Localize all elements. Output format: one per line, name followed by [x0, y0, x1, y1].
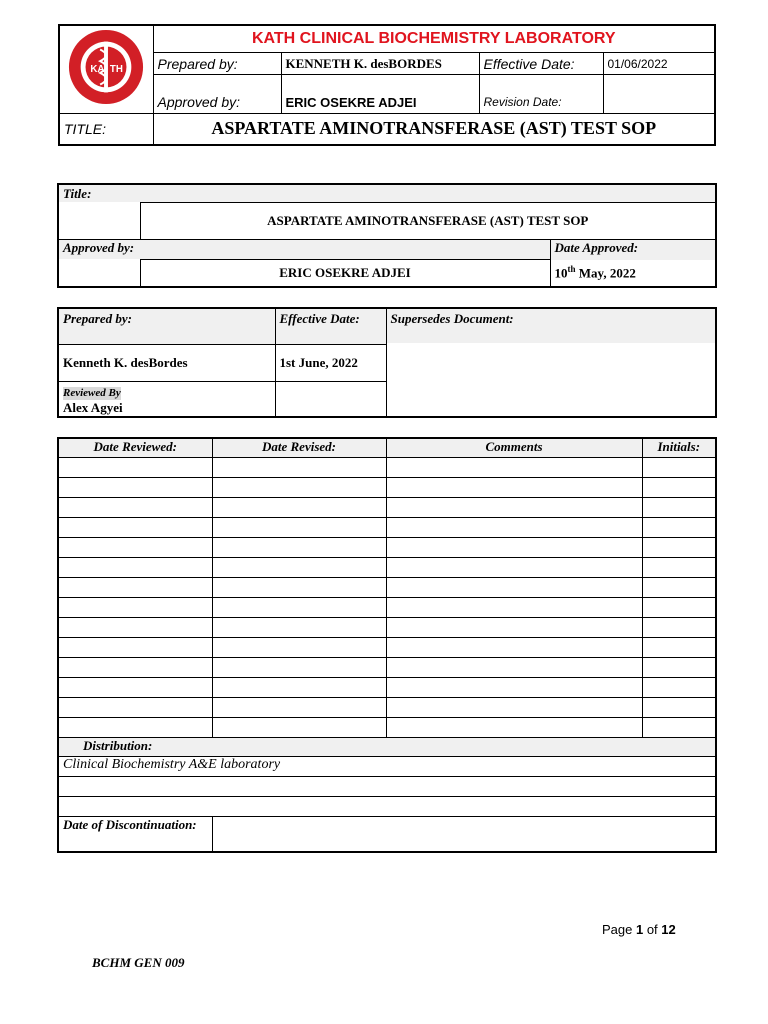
document-header [58, 24, 716, 146]
table-cell [212, 717, 386, 737]
discontinuation-label: Date of Discontinuation: [58, 816, 212, 852]
table-cell [642, 497, 716, 517]
table-cell [386, 617, 642, 637]
effective-date-label: Effective Date: [479, 52, 603, 74]
header-initials: Initials: [642, 438, 716, 457]
table-cell [642, 677, 716, 697]
table-cell [386, 597, 642, 617]
table-cell [642, 557, 716, 577]
title-approval-table [57, 183, 717, 288]
header-comments: Comments [386, 438, 642, 457]
table-cell [58, 617, 212, 637]
prepared-by-label: Prepared by: [153, 52, 281, 74]
preparation-table [57, 307, 717, 418]
table-cell [212, 637, 386, 657]
table-cell [58, 497, 212, 517]
table-row [58, 457, 716, 477]
effective-date-value: 01/06/2022 [603, 52, 715, 74]
table-cell [212, 677, 386, 697]
table-row [58, 597, 716, 617]
reviewed-by-cell [58, 381, 275, 417]
header-date-reviewed: Date Reviewed: [58, 438, 212, 457]
prep-effective-date-value: 1st June, 2022 [275, 344, 386, 381]
logo-cell [59, 25, 153, 113]
title-block-value: ASPARTATE AMINOTRANSFERASE (AST) TEST SOP [140, 203, 716, 240]
table-cell [58, 577, 212, 597]
table-cell [212, 517, 386, 537]
discontinuation-value [212, 816, 716, 852]
table-cell [58, 457, 212, 477]
revision-date-label: Revision Date: [479, 75, 603, 114]
table-cell [58, 637, 212, 657]
reviewed-by-label: Reviewed By [63, 386, 121, 399]
table-cell [386, 697, 642, 717]
table-cell [212, 537, 386, 557]
table-row [58, 537, 716, 557]
table-row [58, 517, 716, 537]
table-row [58, 557, 716, 577]
table-cell [58, 697, 212, 717]
table-row [58, 477, 716, 497]
table-cell [212, 497, 386, 517]
page-number: Page 1 of 12 [602, 922, 676, 937]
kath-logo [67, 28, 145, 106]
review-history-body [58, 457, 716, 737]
table-cell [642, 617, 716, 637]
table-cell [58, 657, 212, 677]
approved-by-label: Approved by: [153, 75, 281, 114]
logo-text-ka: KA [90, 63, 105, 75]
reviewed-by-value: Alex Agyei [63, 399, 123, 415]
table-cell [642, 637, 716, 657]
table-row [58, 717, 716, 737]
table-cell [58, 557, 212, 577]
table-cell [212, 657, 386, 677]
table-cell [212, 597, 386, 617]
approved-by-value: ERIC OSEKRE ADJEI [281, 75, 479, 114]
table-cell [642, 477, 716, 497]
table-cell [642, 577, 716, 597]
table-row [58, 677, 716, 697]
table-row [58, 637, 716, 657]
table-cell [386, 457, 642, 477]
table-cell [58, 717, 212, 737]
table-cell [58, 677, 212, 697]
table-cell [642, 717, 716, 737]
table-cell [642, 657, 716, 677]
prep-effective-date-label: Effective Date: [275, 308, 386, 344]
table-cell [642, 457, 716, 477]
prep-prepared-by-value: Kenneth K. desBordes [58, 344, 275, 381]
table-cell [212, 457, 386, 477]
table-cell [386, 637, 642, 657]
table-cell [642, 517, 716, 537]
lab-name: KATH CLINICAL BIOCHEMISTRY LABORATORY [153, 25, 715, 52]
header-date-revised: Date Revised: [212, 438, 386, 457]
table-cell [642, 537, 716, 557]
table-cell [386, 517, 642, 537]
prepared-by-value: KENNETH K. desBORDES [281, 52, 479, 74]
table-cell [642, 697, 716, 717]
table-cell [58, 477, 212, 497]
table-cell [212, 477, 386, 497]
approved-block-label: Approved by: [58, 240, 550, 260]
table-cell [386, 477, 642, 497]
table-cell [58, 537, 212, 557]
table-cell [642, 597, 716, 617]
approved-block-value: ERIC OSEKRE ADJEI [140, 260, 550, 287]
table-cell [212, 697, 386, 717]
table-row [58, 697, 716, 717]
table-cell [386, 497, 642, 517]
table-cell [386, 537, 642, 557]
document-title: ASPARTATE AMINOTRANSFERASE (AST) TEST SOP [153, 113, 715, 145]
review-history-table [57, 437, 717, 853]
title-label: TITLE: [59, 113, 153, 145]
table-cell [212, 577, 386, 597]
table-cell [386, 717, 642, 737]
table-cell [386, 677, 642, 697]
table-row [58, 617, 716, 637]
distribution-label: Distribution: [58, 737, 716, 756]
table-cell [212, 617, 386, 637]
table-cell [58, 597, 212, 617]
document-code: BCHM GEN 009 [92, 955, 185, 970]
revision-date-value [603, 75, 715, 114]
table-row [58, 657, 716, 677]
prep-prepared-by-label: Prepared by: [58, 308, 275, 344]
distribution-item-1: Clinical Biochemistry A&E laboratory [58, 756, 716, 776]
table-row [58, 497, 716, 517]
table-cell [58, 517, 212, 537]
table-cell [212, 557, 386, 577]
table-cell [386, 577, 642, 597]
distribution-item-2 [58, 776, 716, 796]
date-approved-label: Date Approved: [550, 240, 716, 260]
logo-text-th: TH [110, 63, 124, 75]
table-cell [386, 657, 642, 677]
title-block-label: Title: [58, 184, 716, 203]
date-approved-value: 10th May, 2022 [550, 260, 716, 287]
table-row [58, 577, 716, 597]
table-cell [386, 557, 642, 577]
supersedes-label: Supersedes Document: [386, 308, 716, 417]
distribution-item-3 [58, 796, 716, 816]
